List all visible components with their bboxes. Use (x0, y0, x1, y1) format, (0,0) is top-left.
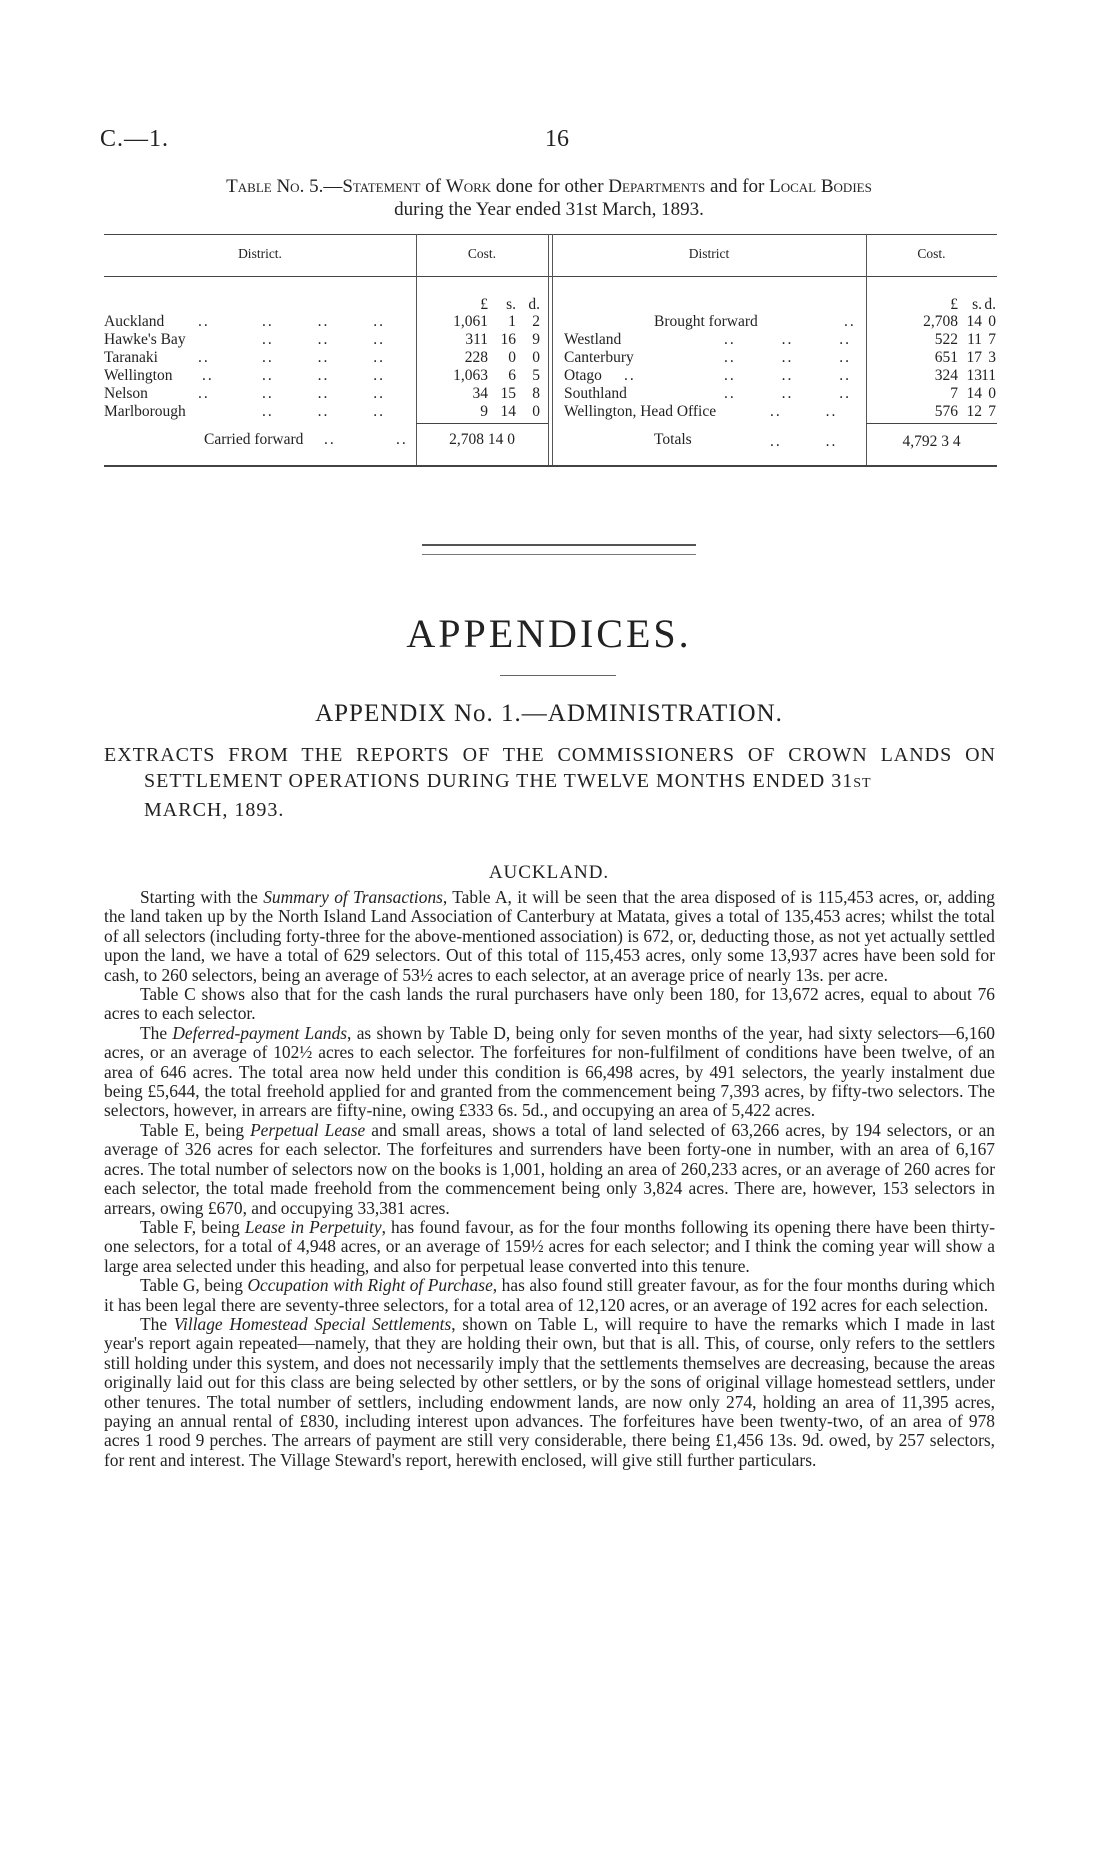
unit-pence: d. (528, 296, 540, 313)
cost-pounds: 1,063 (453, 367, 488, 384)
cost-pounds: 651 (934, 349, 958, 366)
paragraph-italic: Perpetual Lease (250, 1119, 366, 1140)
cost-pence: 0 (988, 385, 996, 402)
cost-pence: 0 (532, 403, 540, 420)
cost-pounds: 34 (472, 385, 488, 402)
table-divider (548, 234, 549, 465)
paragraph-italic: Occupation with Right of Purchase (247, 1275, 493, 1296)
extracts-heading-superscript: ST (853, 776, 872, 791)
row-district: Otago (564, 367, 602, 384)
row-district: Taranaki (104, 349, 158, 366)
extracts-heading-line1: EXTRACTS FROM THE REPORTS OF THE COMMISSIONERS OF CROWN LANDS ON (104, 744, 996, 766)
cost-pence: 7 (988, 331, 996, 348)
cost-shillings: 15 (500, 385, 516, 402)
appendices-title: APPENDICES. (406, 611, 692, 656)
unit-shillings: s. (972, 296, 982, 313)
paragraph-text: Starting with the (140, 887, 264, 907)
table-title-line2: during the Year ended 31st March, 1893. (394, 199, 704, 220)
table-title-departments: Departments (608, 176, 706, 197)
paragraph-text: , Table A, it will be seen that the area disposed of is 115,453 acres, or, adding the land taken up by the North Island Land Association of Canterbury at Matata, gives a total of 135,453 acres; whilst the total of all selectors (including forty-three for the above-mentioned association) is 672, or, deducting those, as not yet actually settled upon the land, we have a total of 629 selectors. Out of this total of 115,453 acres, only some 13,937 acres have been sold for cash, to 260 selectors, being an average of 53½ acres to each selector, at an average price of nearly 13s. per acre. (104, 887, 995, 985)
cost-shillings: 11 (967, 331, 982, 348)
totals-label: Totals (654, 431, 692, 448)
leader-dots: .. .. (770, 433, 838, 450)
document-reference: C.—1. (100, 126, 170, 152)
paragraph-italic: Deferred-payment Lands (172, 1022, 348, 1043)
paragraph (104, 1024, 995, 1121)
table-divider (552, 234, 553, 465)
row-district: Hawke's Bay (104, 331, 186, 348)
cost-pence: 9 (532, 331, 540, 348)
leader-dots: .. .. .. (262, 385, 385, 402)
paragraph-text: , has also found still greater favour, as for the four months during which it has been legal there are seventy-three selectors, for a total area of 12,120 acres, or an average of 192 acres for each selection. (104, 1275, 995, 1315)
paragraph-text: The (140, 1313, 174, 1334)
unit-pounds: £ (480, 296, 488, 313)
leader-dots: .. .. .. (724, 331, 851, 348)
paragraph-text: , as shown by Table D, being only for seven months of the year, had sixty selectors—6,160 acres, or an average of 102½ acres to each selector. The forfeitures for non-fulfilment of conditions have been twelve, of an area of 646 acres. The total area now held under this condition is 66,498 acres, by 491 selectors, the yearly instalment due being £5,644, the total freehold applied for and granted from the commencement being 7,393 acres, by fifty-two selectors. The selectors, however, in arrears are fifty-nine, owing £333 6s. 5d., and occupying an area of 5,422 acres. (104, 1022, 995, 1121)
paragraph-italic: Lease in Perpetuity (244, 1216, 382, 1237)
row-district: Canterbury (564, 349, 634, 366)
cost-shillings: 14 (500, 403, 516, 420)
cost-shillings: 14 (966, 313, 982, 330)
leader-dots: .. (198, 385, 210, 402)
row-district: Southland (564, 385, 627, 402)
body-text (104, 888, 995, 1470)
paragraph-text: Table G, being (140, 1275, 248, 1296)
cost-pounds: 2,708 (923, 313, 958, 330)
cost-pence: 8 (532, 385, 540, 402)
leader-dots: .. .. (770, 403, 838, 420)
cost-shillings: 16 (500, 331, 516, 348)
paragraph-italic: Village Homestead Special Settlements (173, 1313, 452, 1334)
cost-shillings: 1 (508, 313, 516, 330)
cost-pence: 2 (532, 313, 540, 330)
extracts-heading (104, 742, 996, 823)
table-title-prefix: Table No. 5.—Statement (226, 176, 421, 197)
leader-dots: .. .. .. (724, 349, 851, 366)
leader-dots: .. (624, 367, 636, 384)
appendix-heading: APPENDIX No. 1.—ADMINISTRATION. (315, 700, 783, 727)
column-header-cost: Cost. (917, 246, 946, 261)
row-district: Nelson (104, 385, 148, 402)
cost-shillings: 0 (508, 349, 516, 366)
cost-pence: 0 (988, 313, 996, 330)
cost-pounds: 9 (480, 403, 488, 420)
leader-dots: .. .. .. (262, 331, 385, 348)
row-district: Brought forward (654, 313, 758, 330)
paragraph-text: , shown on Table L, will require to have the remarks which I made in last year's report again repeated—namely, that they are holding their own, but that is all. This, of course, only refers to the settlers still holding under this system, and does not necessarily imply that the settlements themselves are decreasing, because the areas originally laid out for this class are being selected by other settlers, or by the sons of original village homestead settlers, under other tenures. The total number of settlers, including endowment lands, are now only 274, holding an area of 11,395 acres, paying an annual rental of £830, including interest upon advances. The forfeitures have been twenty-two, of an area of 978 acres 1 rood 9 perches. The arrears of payment are still very considerable, there being £1,456 13s. 9d. owed, by 257 selectors, for rent and interest. The Village Steward's report, herewith enclosed, will give still further particulars. (104, 1313, 996, 1470)
leader-dots: .. .. .. (262, 313, 385, 330)
cost-shillings: 6 (508, 367, 516, 384)
cost-pounds: 228 (464, 349, 488, 366)
extracts-heading-line2 (104, 768, 996, 797)
paragraph-text: Table E, being (140, 1119, 251, 1140)
paragraph (104, 1218, 995, 1276)
cost-pence: 3 (988, 349, 996, 366)
cost-pence: 7 (988, 403, 996, 420)
leader-dots: .. .. .. (724, 367, 851, 384)
paragraph: Table C shows also that for the cash lands the rural purchasers have only been 180, for 13,672 acres, equal to about 76 acres to each selector. (104, 984, 995, 1024)
ornamental-rule (422, 544, 696, 555)
paragraph-text: and small areas, shows a total of land selected of 63,266 acres, by 194 selectors, or an average of 326 acres for each selector. The forfeitures and surrenders have been forty-one in number, with an area of 6,167 acres. The total number of selectors now on the books is 1,001, holding an area of 260,233 acres, or an average of 260 acres for each selector, the total made freehold from the commencement being only 3,824 acres. There are, however, 153 selectors in arrears, owing £670, and occupying 33,381 acres. (104, 1119, 996, 1218)
table-divider (866, 234, 867, 465)
row-district: Wellington, Head Office (564, 403, 717, 420)
leader-dots: .. (202, 367, 214, 384)
cost-shillings: 13 (966, 367, 982, 384)
leader-dots: .. (198, 313, 210, 330)
column-header-cost: Cost. (467, 246, 497, 261)
row-district: Wellington (104, 367, 173, 384)
table-top-rule (104, 234, 997, 235)
section-rule (500, 675, 616, 676)
leader-dots: .. (324, 431, 336, 448)
table-title-mid: done for other (495, 176, 604, 197)
cost-pounds: 7 (950, 385, 958, 402)
carried-forward-label: Carried forward (204, 431, 304, 448)
table-bottom-rule (104, 465, 997, 467)
paragraph-text: Table F, being (140, 1216, 245, 1237)
extracts-heading-line2-text: SETTLEMENT OPERATIONS DURING THE TWELVE MONTHS ENDED 31 (144, 770, 854, 792)
table-title (100, 175, 998, 221)
cost-shillings: 12 (966, 403, 982, 420)
cost-pounds: 311 (465, 331, 488, 348)
leader-dots: .. .. .. (262, 349, 385, 366)
table-title-work: Work (445, 176, 492, 197)
column-header-district: District. (238, 246, 282, 261)
leader-dots: .. .. .. (262, 403, 385, 420)
unit-shillings: s. (506, 296, 516, 313)
section-heading: AUCKLAND. (488, 862, 610, 883)
column-header-district: District (688, 246, 730, 261)
leader-dots: .. (198, 349, 210, 366)
extracts-heading-line3: MARCH, 1893. (144, 799, 285, 821)
paragraph-text: The (140, 1022, 173, 1043)
row-district: Marlborough (104, 403, 186, 420)
paragraph (104, 1276, 995, 1315)
cost-pounds: 576 (934, 403, 958, 420)
unit-pence: d. (984, 296, 996, 313)
cost-pounds: 1,061 (453, 313, 488, 330)
row-district: Auckland (104, 313, 165, 330)
cost-shillings: 14 (966, 385, 982, 402)
table-title-and: and for (710, 176, 765, 197)
row-district: Westland (564, 331, 622, 348)
totals-value: 4,792 3 4 (902, 433, 961, 450)
cost-pounds: 324 (934, 367, 958, 384)
carried-forward-value: 2,708 14 0 (449, 431, 515, 448)
subtotal-rule (866, 423, 997, 424)
cost-pounds: 522 (934, 331, 958, 348)
cost-pence: 11 (981, 367, 996, 384)
leader-dots: .. (844, 313, 856, 330)
leader-dots: .. .. .. (262, 367, 385, 384)
cost-shillings: 17 (966, 349, 982, 366)
subtotal-rule (416, 423, 548, 424)
paragraph (104, 888, 995, 985)
paragraph-text: , has found favour, as for the four months following its opening there have been thirty-one selectors, for a total of 4,948 acres, or an average of 159½ acres for each selector; and I think the coming year will show a large area selected under this heading, and also for perpetual lease converted into this tenure. (104, 1216, 995, 1276)
work-statement-table (104, 230, 997, 467)
leader-dots: .. (396, 431, 408, 448)
table-header-rule (104, 276, 997, 277)
paragraph-italic: Summary of Transactions (263, 887, 443, 907)
table-title-of: of (425, 176, 442, 197)
page-number: 16 (545, 126, 569, 152)
paragraph (104, 1315, 995, 1470)
table-title-local-bodies: Local Bodies (769, 176, 872, 197)
unit-pounds: £ (950, 296, 958, 313)
leader-dots: .. .. .. (724, 385, 851, 402)
cost-pence: 5 (532, 367, 540, 384)
cost-pence: 0 (532, 349, 540, 366)
paragraph (104, 1121, 995, 1218)
